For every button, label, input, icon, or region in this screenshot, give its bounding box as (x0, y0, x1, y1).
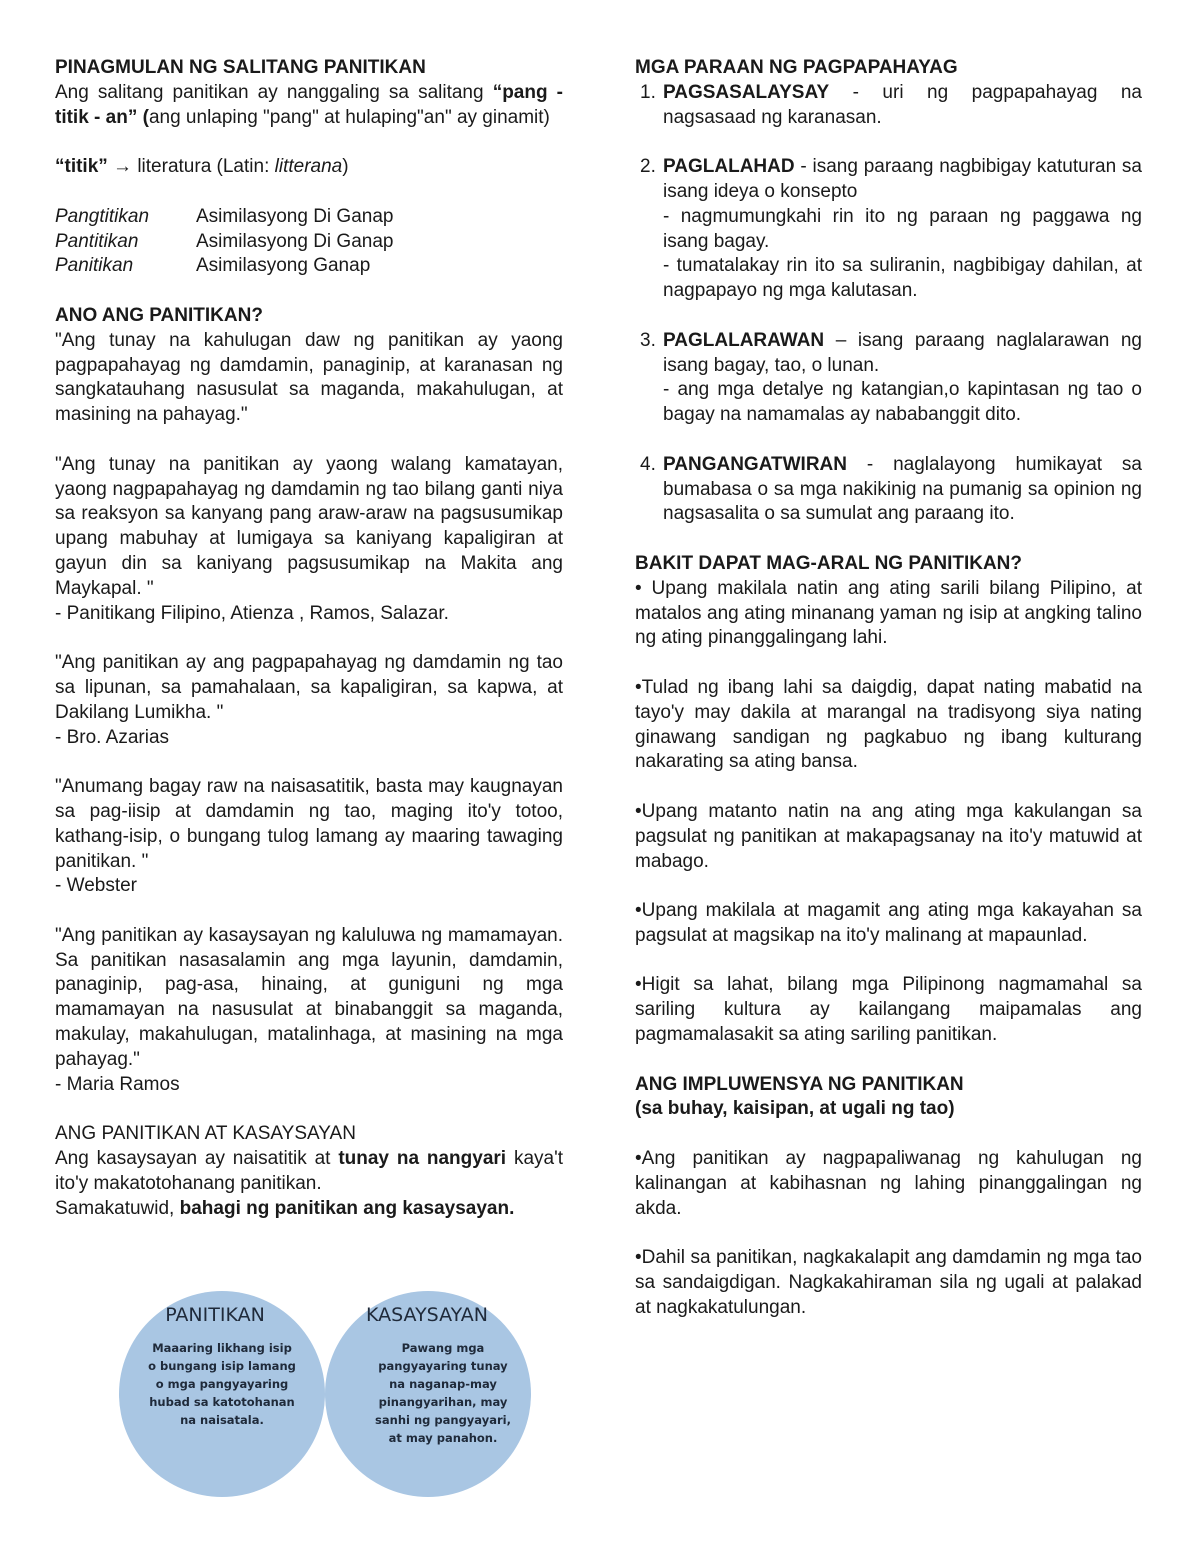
why-item: •Upang matanto natin na ang ating mga kakulangan sa pagsulat ng panitikan at makapagsanay na ito'y matuwid at mabago. (635, 800, 1142, 872)
titik-line: “titik” → literatura (Latin: litterana) (55, 156, 349, 178)
way-item: 1. PAGSASALAYSAY - uri ng pagpapahayag na nagsasaad ng karanasan. (640, 81, 1142, 128)
way-item: 4. PANGANGATWIRAN - naglalayong humikayat sa bumabasa o sa mga nakikinig na pumanig sa opinion ng nagsasalita o sa sumulat ang paraang ito. (640, 453, 1142, 525)
quote-4-source: - Webster (55, 875, 138, 897)
venn-right-line: pangyayaring tunay (378, 1359, 508, 1373)
ways-heading: MGA PARAAN NG PAGPAPAHAYAG (635, 57, 958, 78)
venn-right-line: at may panahon. (388, 1431, 498, 1445)
venn-right-line: Pawang mga (401, 1341, 485, 1355)
venn-right-line: sanhi ng pangyayari, (375, 1413, 511, 1427)
quote-3-source: - Bro. Azarias (55, 726, 170, 748)
term-row: Pangtitikan Asimilasyong Di Ganap (55, 205, 394, 227)
term-row: Pantitikan Asimilasyong Di Ganap (55, 230, 394, 252)
right-column (635, 56, 1142, 1321)
venn-left-line: Maaaring likhang isip (152, 1341, 292, 1355)
way-item: 3. PAGLALARAWAN – isang paraang naglalarawan ng isang bagay, tao, o lunan. - ang mga detalye ng katangian,o kapintasan ng tao o bagay na namamalas ay nababanggit dito. (640, 329, 1142, 426)
origin-paragraph: Ang salitang panitikan ay nanggaling sa salitang “pang - titik - an” (ang unlaping "pang" at hulaping"an" ay ginamit) (55, 81, 564, 128)
venn-label-panitikan: PANITIKAN (165, 1304, 265, 1326)
venn-left-line: o bungang isip lamang (148, 1359, 296, 1373)
way-item: 2. PAGLALAHAD - isang paraang nagbibigay katuturan sa isang ideya o konsepto - nagmumungkahi rin ito ng paraan ng paggawa ng isang bagay. - tumatalakay rin ito sa suliranin, nagbibigay dahilan, at nagpapayo ng mga kalutasan. (640, 156, 1142, 302)
history-heading: ANG PANITIKAN AT KASAYSAYAN (55, 1123, 356, 1145)
influence-subheading: (sa buhay, kaisipan, at ugali ng tao) (635, 1098, 955, 1120)
venn-left-line: na naisatala. (180, 1413, 264, 1427)
venn-left-line: hubad sa katotohanan (149, 1395, 295, 1409)
origin-heading: PINAGMULAN NG SALITANG PANITIKAN (55, 57, 426, 78)
why-item: •Higit sa lahat, bilang mga Pilipinong nagmamahal sa sariling kultura ay kailangang maipamalas ang pagmamalasakit sa ating sariling panitikan. (635, 974, 1142, 1046)
why-item: •Upang makilala at magamit ang ating mga kakayahan sa pagsulat at magsikap na ito'y malinang at mapaunlad. (635, 900, 1142, 946)
venn-right-line: pinangyarihan, may (378, 1395, 508, 1409)
quote-3: "Ang panitikan ay ang pagpapahayag ng damdamin ng tao sa lipunan, sa pamahalaan, sa kapaligiran, sa kapwa, at Dakilang Lumikha. " (55, 652, 563, 723)
influence-item: •Ang panitikan ay nagpapaliwanag ng kahulugan ng kalinangan at kabihasnan ng lahing pinanggalingan ng akda. (635, 1148, 1142, 1219)
left-column (55, 56, 563, 1221)
influence-item: •Dahil sa panitikan, nagkakalapit ang damdamin ng mga tao sa sandaigdigan. Nagkakahiraman sila ng ugali at palakad at nagkakatulungan. (635, 1247, 1142, 1318)
why-heading: BAKIT DAPAT MAG-ARAL NG PANITIKAN? (635, 552, 1023, 574)
venn-right-line: na naganap-may (389, 1377, 497, 1391)
venn-diagram (115, 1288, 535, 1500)
term-row: Panitikan Asimilasyong Ganap (55, 255, 371, 277)
quote-4: "Anumang bagay raw na naisasatitik, basta may kaugnayan sa pag-iisip at damdamin ng tao, maging ito'y totoo, kathang-isip, o bungang tulog lamang ay maaring tawaging panitikan. " (55, 776, 563, 872)
venn-label-kasaysayan: KASAYSAYAN (366, 1304, 488, 1326)
venn-left-line: o mga pangyayaring (155, 1377, 289, 1391)
influence-heading: ANG IMPLUWENSYA NG PANITIKAN (635, 1073, 964, 1095)
terms-table (55, 205, 393, 279)
what-heading: ANO ANG PANITIKAN? (55, 304, 263, 326)
why-item: •Tulad ng ibang lahi sa daigdig, dapat nating mabatid na tayo'y may dakila at marangal na tradisyong siya nating ginawang sandigan ng pagkabuo ng ibang kulturang nakarating sa ating bansa. (635, 676, 1142, 773)
quote-2-source: - Panitikang Filipino, Atienza , Ramos, Salazar. (55, 602, 449, 624)
history-paragraph-1: Ang kasaysayan ay naisatitik at tunay na nangyari kaya't ito'y makatotohanang panitikan. (55, 1148, 563, 1194)
why-item: • Upang makilala natin ang ating sarili bilang Pilipino, at matalos ang ating minanang yaman ng isip at angking talino ng ating pinanggalingang lahi. (635, 577, 1142, 649)
quote-5-source: - Maria Ramos (55, 1073, 180, 1095)
history-paragraph-2: Samakatuwid, bahagi ng panitikan ang kasaysayan. (55, 1197, 515, 1219)
quote-1: "Ang tunay na kahulugan daw ng panitikan ay yaong pagpapahayag ng damdamin, panaginip, at karanasan ng sangkatauhang nasusulat sa maganda, makahulugan, at masining na pahayag." (55, 329, 563, 426)
quote-5: "Ang panitikan ay kasaysayan ng kaluluwa ng mamamayan. Sa panitikan nasasalamin ang mga layunin, damdamin, panaginip, pag-asa, hinaing, at guniguni ng mga mamamayan na nasusulat at binabanggit sa maganda, makulay, makahulugan, matalinhaga, at masining na mga pahayag." (55, 924, 563, 1070)
quote-2: "Ang tunay na panitikan ay yaong walang kamatayan, yaong nagpapahayag ng damdamin ng tao bilang ganti niya sa reaksyon sa kanyang pang araw-araw na pagsusumikap upang mabuhay at lumigaya sa kaniyang kapaligiran at gayun din sa kaniyang pagsusumikap na Makita ang Maykapal. " (55, 453, 563, 599)
